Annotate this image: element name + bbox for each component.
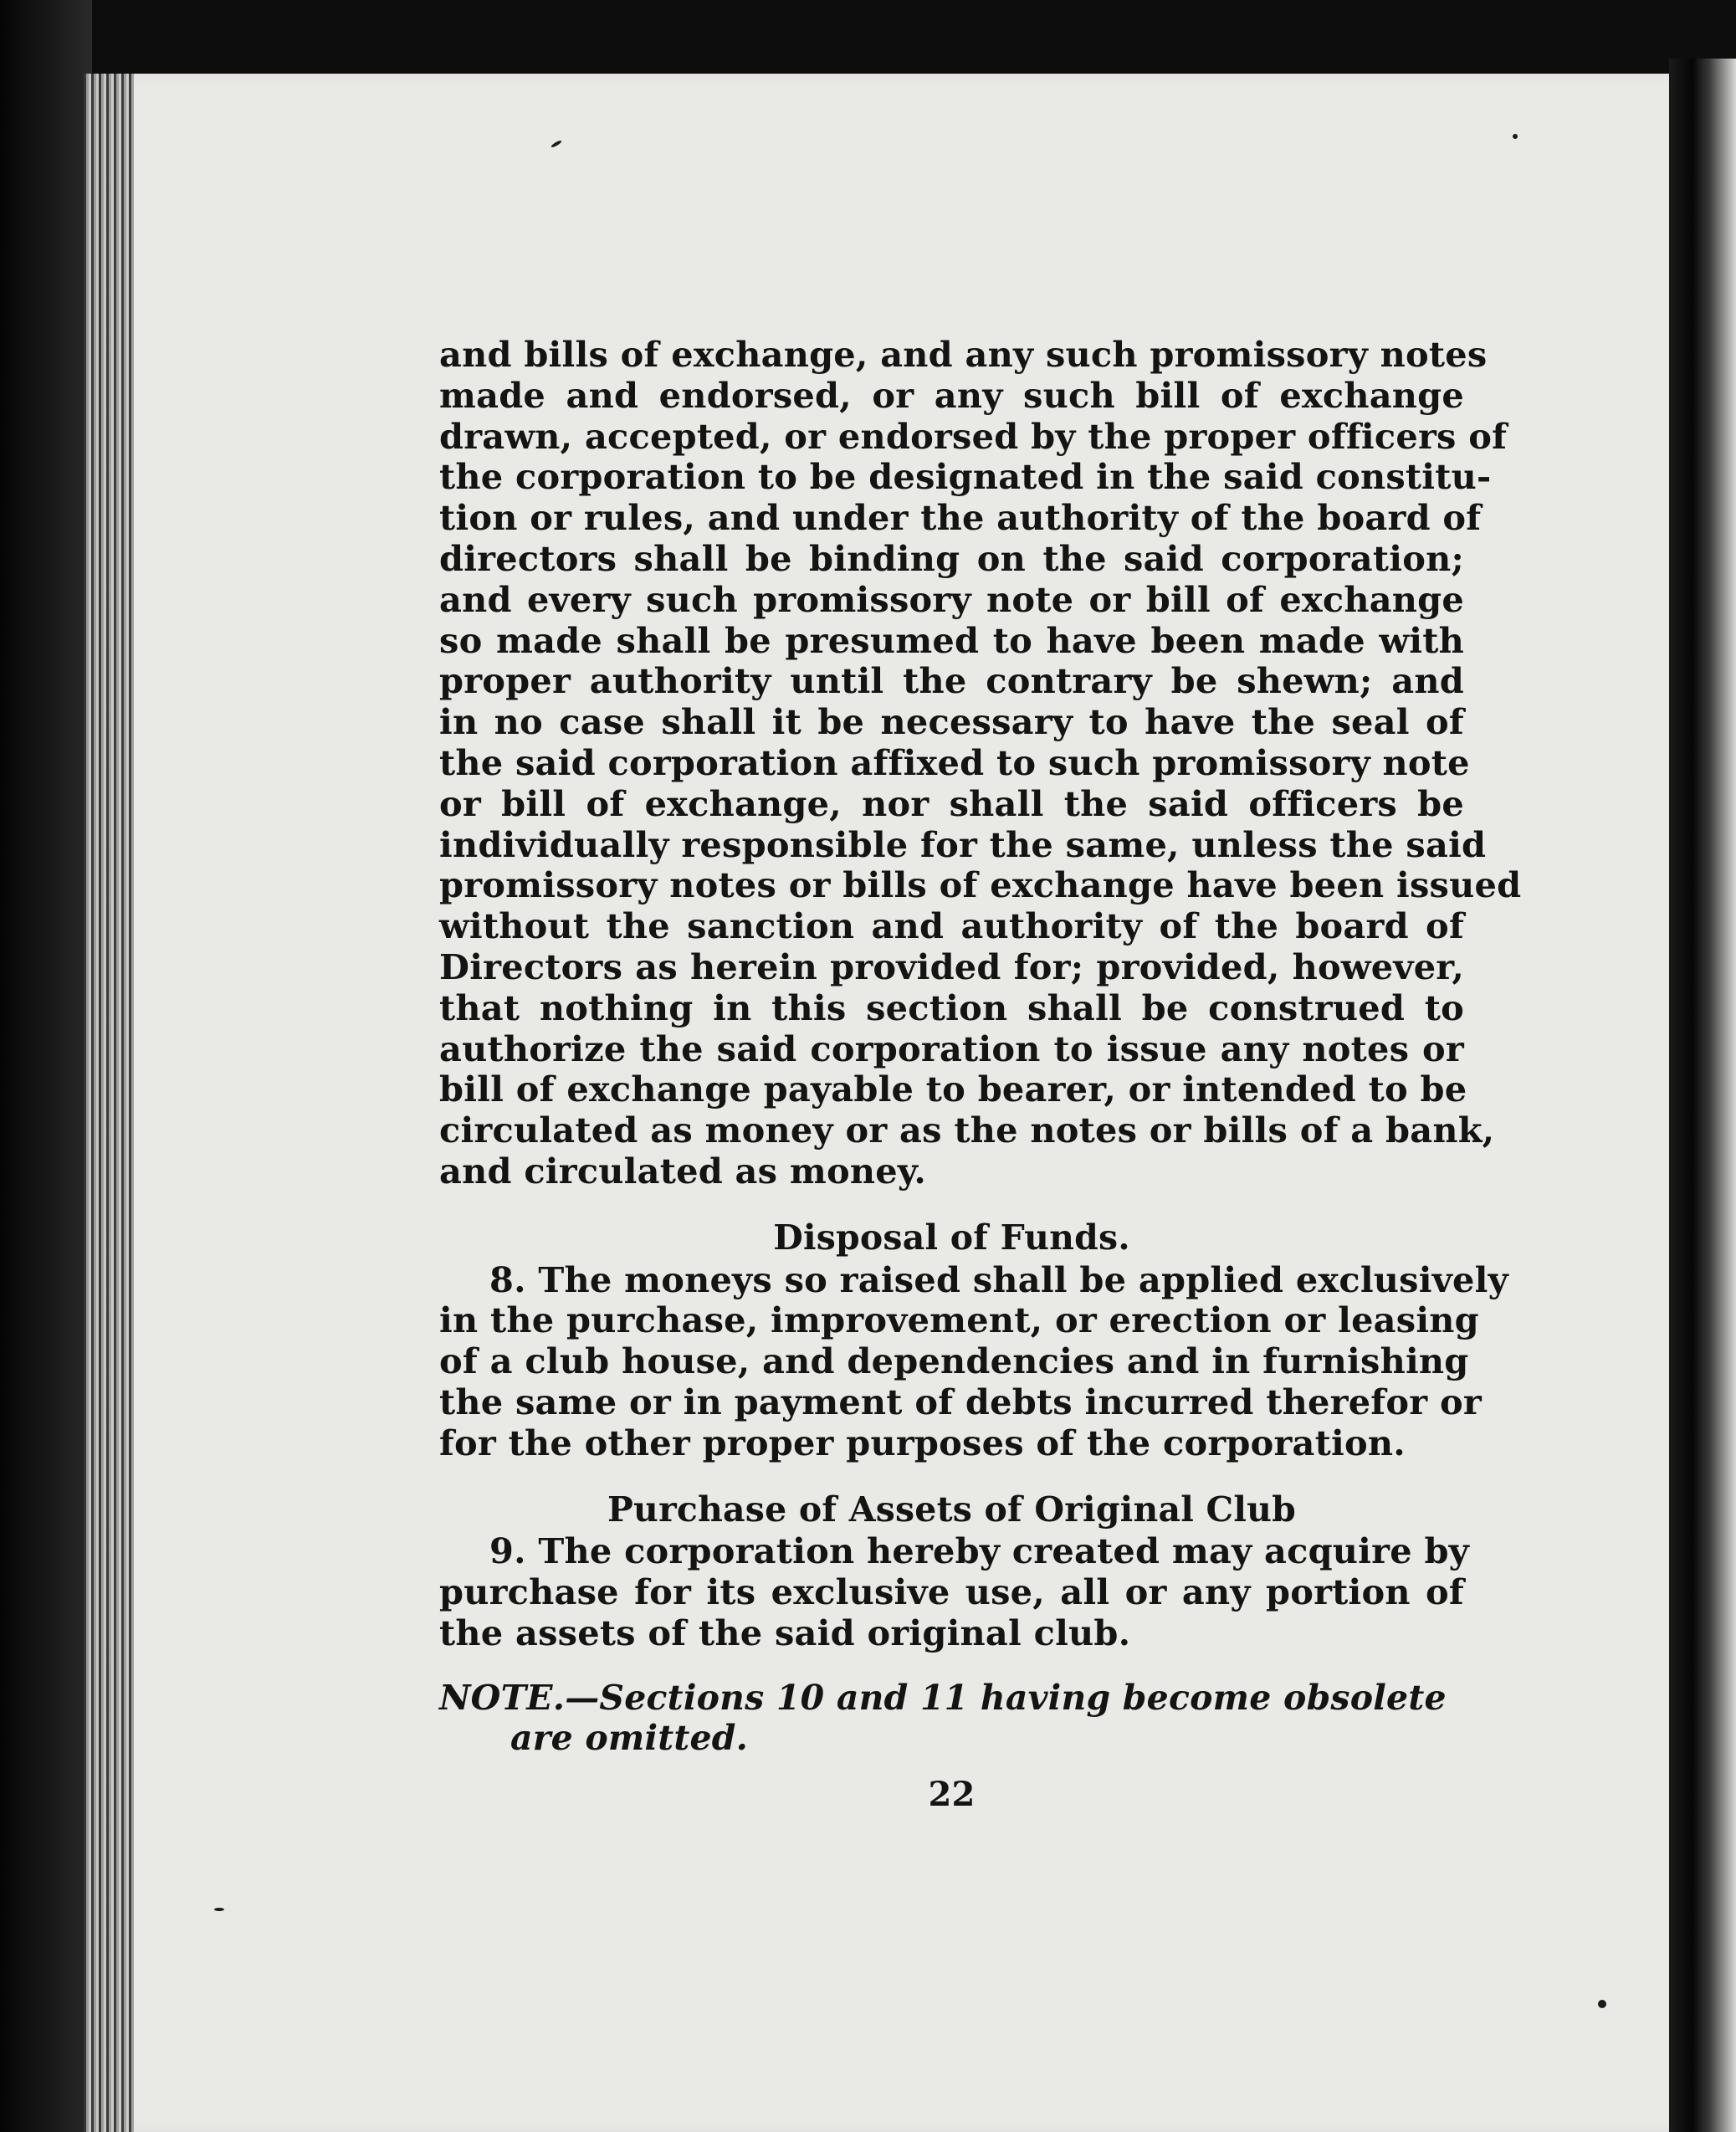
page-text [439, 334, 1522, 1816]
section-9-paragraph [439, 1530, 1469, 1653]
speck [214, 1908, 224, 1911]
note-line: are omitted. [510, 1717, 749, 1758]
text-line: and bills of exchange, and any such promissory notes [439, 334, 1488, 375]
text-line: promissory notes or bills of exchange have been issued [439, 864, 1522, 906]
text-line: 9. The corporation hereby created may acquire by [489, 1530, 1469, 1572]
page-edges [84, 74, 134, 2132]
text-line: for the other proper purposes of the corporation. [439, 1422, 1406, 1463]
text-line: or bill of exchange, nor shall the said officers be [439, 782, 1464, 824]
text-line: circulated as money or as the notes or bills of a bank, [439, 1110, 1495, 1151]
text-line: in no case shall it be necessary to have the seal of [439, 701, 1464, 743]
text-line: and circulated as money. [439, 1150, 927, 1192]
text-line: Directors as herein provided for; provided, however, [439, 946, 1464, 987]
text-line: the said corporation affixed to such promissory note [439, 741, 1470, 783]
right-gutter [1669, 59, 1736, 2132]
text-line: in the purchase, improvement, or erection or leasing [439, 1299, 1479, 1341]
text-line: purchase for its exclusive use, all or any portion of [439, 1571, 1464, 1613]
binding-left [0, 0, 92, 2132]
text-line: directors shall be binding on the said corporation; [439, 537, 1464, 579]
text-line: the assets of the said original club. [439, 1612, 1131, 1653]
text-line: so made shall be presumed to have been made with [439, 619, 1464, 661]
text-line: without the sanction and authority of the board of [439, 905, 1464, 947]
note-line: NOTE.—Sections 10 and 11 having become obsolete [439, 1677, 1447, 1718]
section-heading-purchase-of-assets: Purchase of Assets of Original Club [607, 1489, 1296, 1530]
text-line: that nothing in this section shall be construed to [439, 987, 1464, 1028]
text-line: tion or rules, and under the authority of the board of [439, 497, 1482, 539]
text-line: the corporation to be designated in the said constitu- [439, 456, 1492, 498]
text-line: made and endorsed, or any such bill of exchange [439, 374, 1464, 416]
text-line: bill of exchange payable to bearer, or intended to be [439, 1069, 1467, 1110]
speck [1598, 2000, 1606, 2008]
editorial-note [439, 1678, 1464, 1758]
section-heading-disposal-of-funds: Disposal of Funds. [773, 1217, 1130, 1258]
text-line: drawn, accepted, or endorsed by the proper officers of [439, 415, 1508, 457]
continuation-paragraph [439, 334, 1522, 1192]
text-line: proper authority until the contrary be shewn; and [439, 660, 1464, 702]
text-line: authorize the said corporation to issue any notes or [439, 1028, 1464, 1069]
text-line: individually responsible for the same, unless the said [439, 823, 1487, 865]
page-number: 22 [928, 1774, 976, 1814]
text-line: 8. The moneys so raised shall be applied exclusively [489, 1258, 1508, 1300]
speck [1513, 134, 1518, 139]
section-8-paragraph [439, 1258, 1508, 1464]
text-line: and every such promissory note or bill of exchange [439, 578, 1464, 620]
text-line: of a club house, and dependencies and in furnishing [439, 1340, 1469, 1382]
text-line: the same or in payment of debts incurred therefor or [439, 1381, 1482, 1422]
